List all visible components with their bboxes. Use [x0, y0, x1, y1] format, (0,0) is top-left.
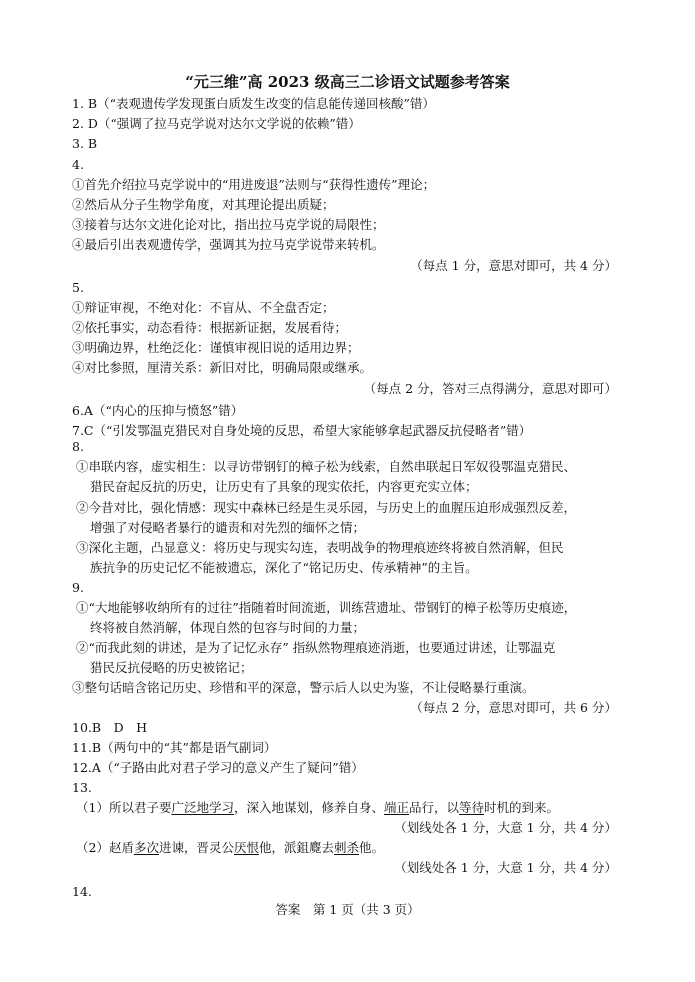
- answer-9-number: 9.: [72, 580, 84, 595]
- answer-5-item: ①辩证审视，不绝对化：不盲从、不全盘否定；: [72, 300, 335, 315]
- answer-8-line: 族抗争的历史记忆不能被遗忘，深化了“铭记历史、传承精神”的主旨。: [90, 560, 478, 575]
- answer-5-item: ②依托事实，动态看待：根据新证据，发展看待；: [72, 320, 348, 335]
- answer-9-score: （每点 2 分，意思对即可，共 6 分）: [410, 700, 617, 715]
- answer-9-line: 终将被自然消解，体现自然的包容与时间的力量；: [90, 620, 366, 635]
- answer-13-sentence-2: [76, 840, 384, 856]
- answer-13-score-2: （划线处各 1 分，大意 1 分，共 4 分）: [394, 860, 617, 875]
- answer-9-line: ③整句话暗含铭记历史、珍惜和平的深意，警示后人以史为鉴，不让侵略暴行重演。: [72, 680, 535, 695]
- underlined-phrase: 端正: [384, 800, 410, 815]
- answer-8-line: ②今昔对比，强化情感：现实中森林已经是生灵乐园，与历史上的血腥压迫形成强烈反差，: [76, 500, 577, 515]
- underlined-phrase: 等待: [459, 800, 485, 815]
- answer-4-item: ③接着与达尔文进化论对比，指出拉马克学说的局限性；: [72, 217, 385, 232]
- answer-8-line: ③深化主题，凸显意义：将历史与现实勾连，表明战争的物理痕迹终将被自然消解，但民: [76, 540, 564, 555]
- answer-4-item: ④最后引出表观遗传学，强调其为拉马克学说带来转机。: [72, 237, 385, 252]
- answer-2: 2. D（“强调了拉马克学说对达尔文学说的依赖”错）: [72, 116, 361, 131]
- answer-12: 12.A（“子路由此对君子学习的意义产生了疑问”错）: [72, 760, 364, 775]
- answer-5-item: ④对比参照，厘清关系：新旧对比，明确局限或继承。: [72, 360, 373, 375]
- sentence-text: 品行，以: [409, 800, 460, 815]
- answer-13-score-1: （划线处各 1 分，大意 1 分，共 4 分）: [394, 820, 617, 835]
- sentence-text: 时机的到来。: [484, 800, 560, 815]
- answer-13-number: 13.: [72, 780, 92, 795]
- sentence-text: （2）赵盾: [76, 840, 134, 855]
- answer-5-number: 5.: [72, 280, 84, 295]
- answer-4-item: ②然后从分子生物学角度，对其理论提出质疑；: [72, 197, 335, 212]
- answer-5-item: ③明确边界，杜绝泛化：谨慎审视旧说的适用边界；: [72, 340, 360, 355]
- answer-6: 6.A（“内心的压抑与愤怒”错）: [72, 403, 244, 418]
- answer-14-number: 14.: [72, 884, 92, 899]
- underlined-phrase: 广泛地学习: [171, 800, 234, 815]
- answer-3: 3. B: [72, 136, 98, 151]
- sentence-text: （1）所以君子要: [76, 800, 172, 815]
- page-title: “元三维”高 2023 级高三二诊语文试题参考答案: [185, 73, 510, 91]
- answer-4-score: （每点 1 分，意思对即可，共 4 分）: [410, 258, 617, 273]
- underlined-phrase: 厌恨: [233, 840, 259, 855]
- answer-5-score: （每点 2 分，答对三点得满分，意思对即可）: [363, 381, 617, 396]
- answer-8-line: 猎民奋起反抗的历史，让历史有了具象的现实依托，内容更充实立体；: [90, 479, 478, 494]
- sentence-text: ，深入地谋划，修养自身、: [233, 800, 384, 815]
- answer-10: 10.B D H: [72, 720, 147, 735]
- answer-8-number: 8.: [72, 439, 84, 454]
- answer-8-line: ①串联内容，虚实相生：以寻访带钢钉的樟子松为线索，自然串联起日军奴役鄂温克猎民、: [76, 459, 577, 474]
- answer-9-line: 猎民反抗侵略的历史被铭记；: [90, 660, 253, 675]
- sentence-text: 进谏，晋灵公: [158, 840, 234, 855]
- answer-4-item: ①首先介绍拉马克学说中的“用进废退”法则与“获得性遗传”理论；: [72, 177, 436, 192]
- page-footer: 答案 第 1 页（共 3 页）: [275, 902, 420, 917]
- underlined-phrase: 多次: [133, 840, 159, 855]
- answer-7: 7.C（“引发鄂温克猎民对自身处境的反思，希望大家能够拿起武器反抗侵略者”错）: [72, 423, 532, 438]
- underlined-phrase: 刺杀: [334, 840, 360, 855]
- answer-13-sentence-1: [76, 800, 559, 816]
- answer-4-number: 4.: [72, 157, 84, 172]
- answer-1: 1. B（“表观遗传学发现蛋白质发生改变的信息能传递回核酸”错）: [72, 96, 435, 111]
- sentence-text: 他。: [359, 840, 385, 855]
- answer-9-line: ②“而我此刻的讲述，是为了记忆永存” 指纵然物理痕迹消逝，也要通过讲述，让鄂温克: [76, 640, 556, 655]
- answer-11: 11.B（两句中的“其”都是语气副词）: [72, 740, 277, 755]
- answer-8-line: 增强了对侵略者暴行的谴责和对先烈的缅怀之情；: [90, 520, 366, 535]
- sentence-text: 他，派鉏麑去: [259, 840, 335, 855]
- answer-9-line: ①“大地能够收纳所有的过往”指随着时间流逝，训练营遗址、带钢钉的樟子松等历史痕迹，: [76, 600, 577, 615]
